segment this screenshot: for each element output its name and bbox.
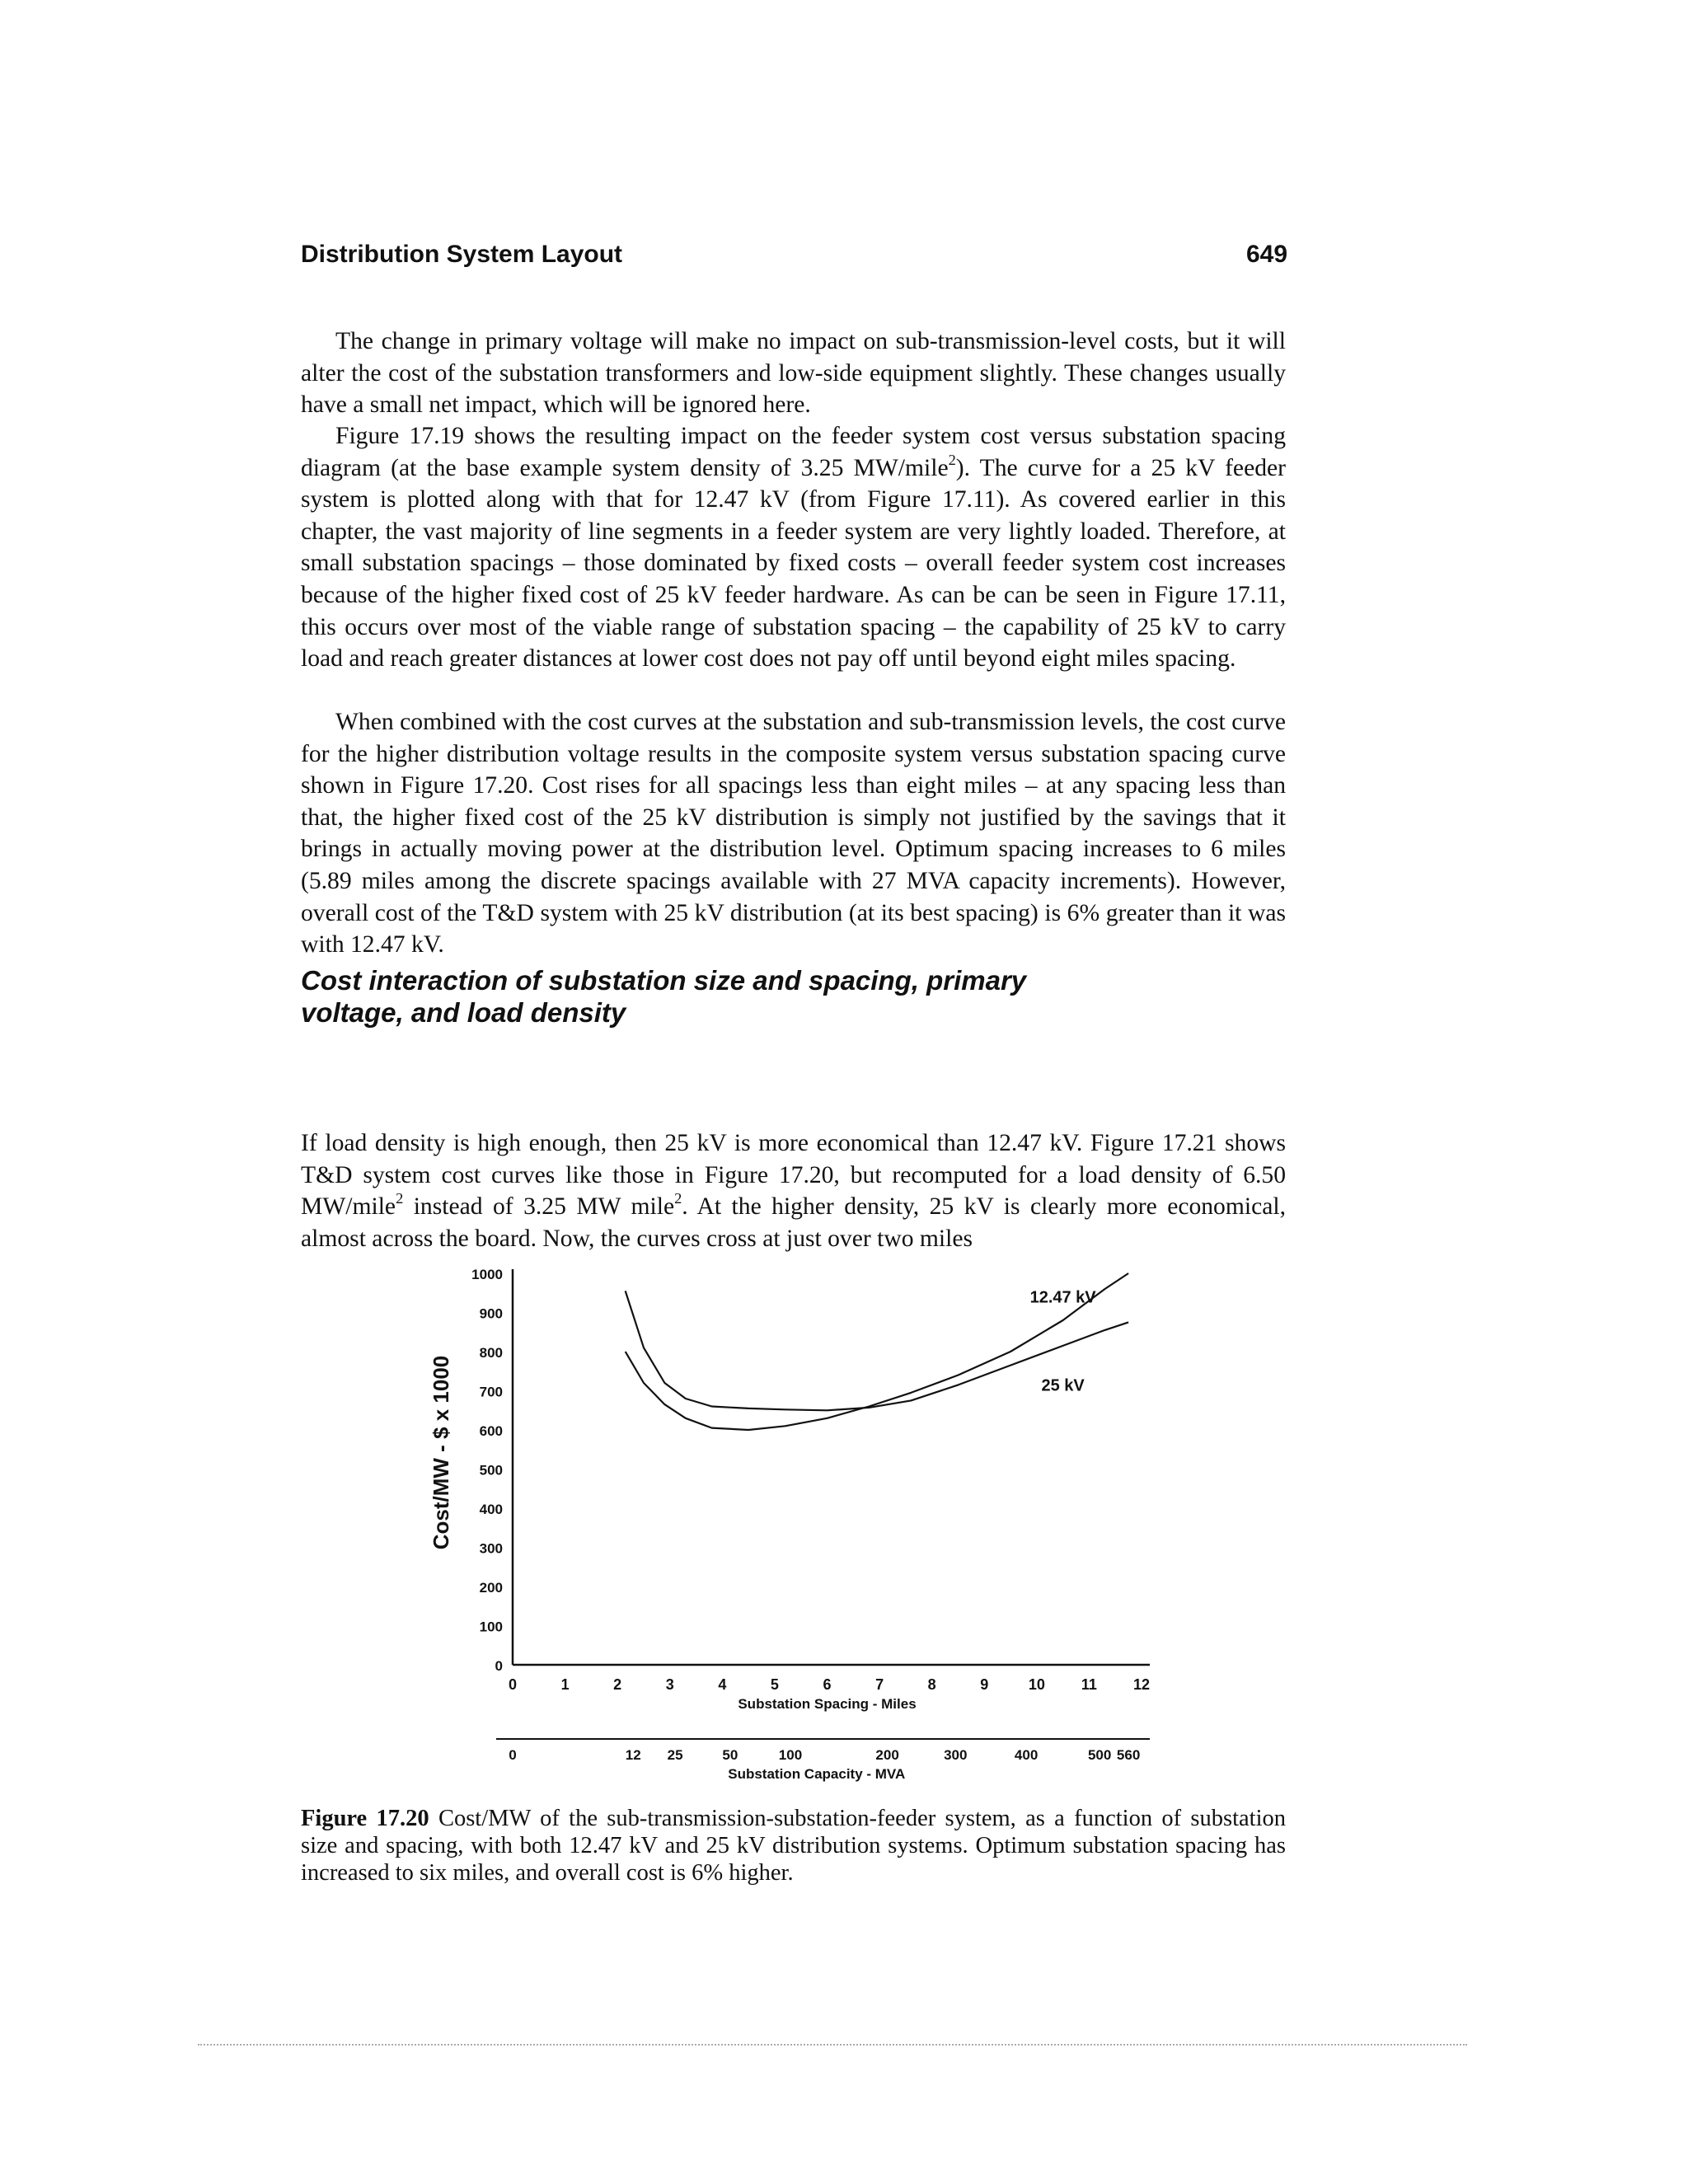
y-tick-label: 700 (479, 1384, 503, 1400)
paragraph-4-superscript-1: 2 (396, 1190, 404, 1207)
caption-text: Cost/MW of the sub-transmission-substation-feeder system, as a function of substation size and spacing, with both 12.47 kV and 25 kV distribution systems. Optimum substation spacing has increased to six miles, and overall cost is 6% higher. (301, 1806, 1286, 1886)
y-tick-label: 800 (479, 1345, 503, 1361)
x-tick-label: 4 (718, 1676, 727, 1693)
y-tick-label: 1000 (471, 1267, 503, 1282)
paragraph-2-part-b: ). The curve for a 25 kV feeder system is plotted along with that for 12.47 kV (from Figure 17.11). As covered earlier in this chapter, the vast majority of line segments in a feeder system are very lightly loaded. Therefore, at small substation spacings – those dominated by fixed costs – overall feeder system cost increases because of the higher fixed cost of 25 kV feeder hardware. As can be can be seen in Figure 17.11, this occurs over most of the viable range of substation spacing – the capability of 25 kV to carry load and reach greater distances at lower cost does not pay off until beyond eight miles spacing. (301, 454, 1286, 673)
x-tick-label: 6 (823, 1676, 832, 1693)
x-tick-label: 9 (980, 1676, 989, 1693)
y-tick-label: 100 (479, 1619, 503, 1635)
x-axis-title: Substation Spacing - Miles (738, 1696, 917, 1712)
x-tick-label: 12 (1132, 1676, 1151, 1693)
x2-tick-label: 50 (722, 1747, 738, 1763)
y-tick-label: 200 (479, 1580, 503, 1596)
secondary-axis-title: Substation Capacity - MVA (728, 1766, 906, 1782)
y-axis-title: Cost/MW - $ x 1000 (429, 1355, 453, 1550)
x2-tick-label: 200 (875, 1747, 899, 1763)
x2-tick-label: 300 (944, 1747, 968, 1763)
paragraph-4-part-c: . At the higher density, 25 kV is clearly more economical, almost across the board. Now, the curves cross at just over two miles (301, 1193, 1286, 1252)
paragraph-3-text: When combined with the cost curves at the substation and sub-transmission levels, the cost curve for the higher distribution voltage results in the composite system versus substation spacing curve shown in Figure 17.20. Cost rises for all spacings less than eight miles – at any spacing less than that, the higher fixed cost of the 25 kV distribution is simply not justified by the savings that it brings in actually moving power at the distribution level. Optimum spacing increases to 6 miles (5.89 miles among the discrete spacings available with 27 MVA capacity increments). However, overall cost of the T&D system with 25 kV distribution (at its best spacing) is 6% greater than it was with 12.47 kV. (301, 709, 1286, 958)
x-tick-label: 10 (1028, 1676, 1045, 1693)
x2-tick-label: 500 (1087, 1747, 1112, 1763)
x2-tick-label: 100 (778, 1747, 803, 1763)
paragraph-1-text: The change in primary voltage will make no impact on sub-transmission-level costs, but it will alter the cost of the substation transformers and low-side equipment slightly. These changes usually have a small net impact, which will be ignored here. (301, 328, 1286, 419)
paragraph-4-superscript-2: 2 (674, 1190, 682, 1207)
paragraph-4-part-a: If load density is high enough, then 25 kV is more economical than 12.47 kV. Figure 17.21 shows T&D system cost curves like those in Figure 17.20, but recomputed for a load density of 6.50 MW/mile (301, 1130, 1286, 1221)
paragraph-4-part-b: instead of 3.25 MW mile (403, 1193, 675, 1221)
x-tick-label: 7 (875, 1676, 884, 1693)
x2-tick-label: 560 (1116, 1747, 1141, 1763)
page-number: 649 (1246, 241, 1288, 268)
paragraph-2-superscript: 2 (948, 451, 956, 468)
chart-root (429, 1267, 1150, 1782)
series-label-12-47kv: 12.47 kV (1029, 1288, 1096, 1307)
x-tick-label: 0 (508, 1676, 518, 1693)
x2-tick-label: 25 (667, 1747, 683, 1763)
x-tick-label: 11 (1081, 1676, 1097, 1693)
x2-tick-label: 12 (625, 1747, 641, 1763)
y-tick-label: 600 (479, 1423, 503, 1439)
running-header-title: Distribution System Layout (301, 241, 623, 268)
footer-rule (198, 2044, 1467, 2047)
x2-tick-label: 0 (509, 1747, 517, 1763)
x-tick-label: 8 (927, 1676, 936, 1693)
figure-caption (301, 1805, 1286, 1886)
series-label-25kv: 25 kV (1041, 1376, 1085, 1395)
caption-label: Figure 17.20 (301, 1806, 429, 1831)
x-tick-label: 3 (665, 1676, 674, 1693)
section-heading: Cost interaction of substation size and spacing, primary voltage, and load density (301, 965, 1027, 1028)
y-tick-label: 0 (495, 1658, 503, 1674)
x-tick-label: 1 (560, 1676, 570, 1693)
y-tick-label: 300 (479, 1540, 503, 1557)
y-tick-label: 400 (479, 1502, 503, 1517)
paragraph-2-part-a: Figure 17.19 shows the resulting impact on the feeder system cost versus substation spacing diagram (at the base example system density of 3.25 MW/mile (301, 423, 1286, 481)
x-tick-label: 5 (770, 1676, 779, 1693)
y-tick-label: 500 (479, 1462, 503, 1479)
y-tick-label: 900 (479, 1305, 503, 1322)
x2-tick-label: 400 (1014, 1747, 1039, 1763)
x-tick-label: 2 (613, 1676, 622, 1693)
